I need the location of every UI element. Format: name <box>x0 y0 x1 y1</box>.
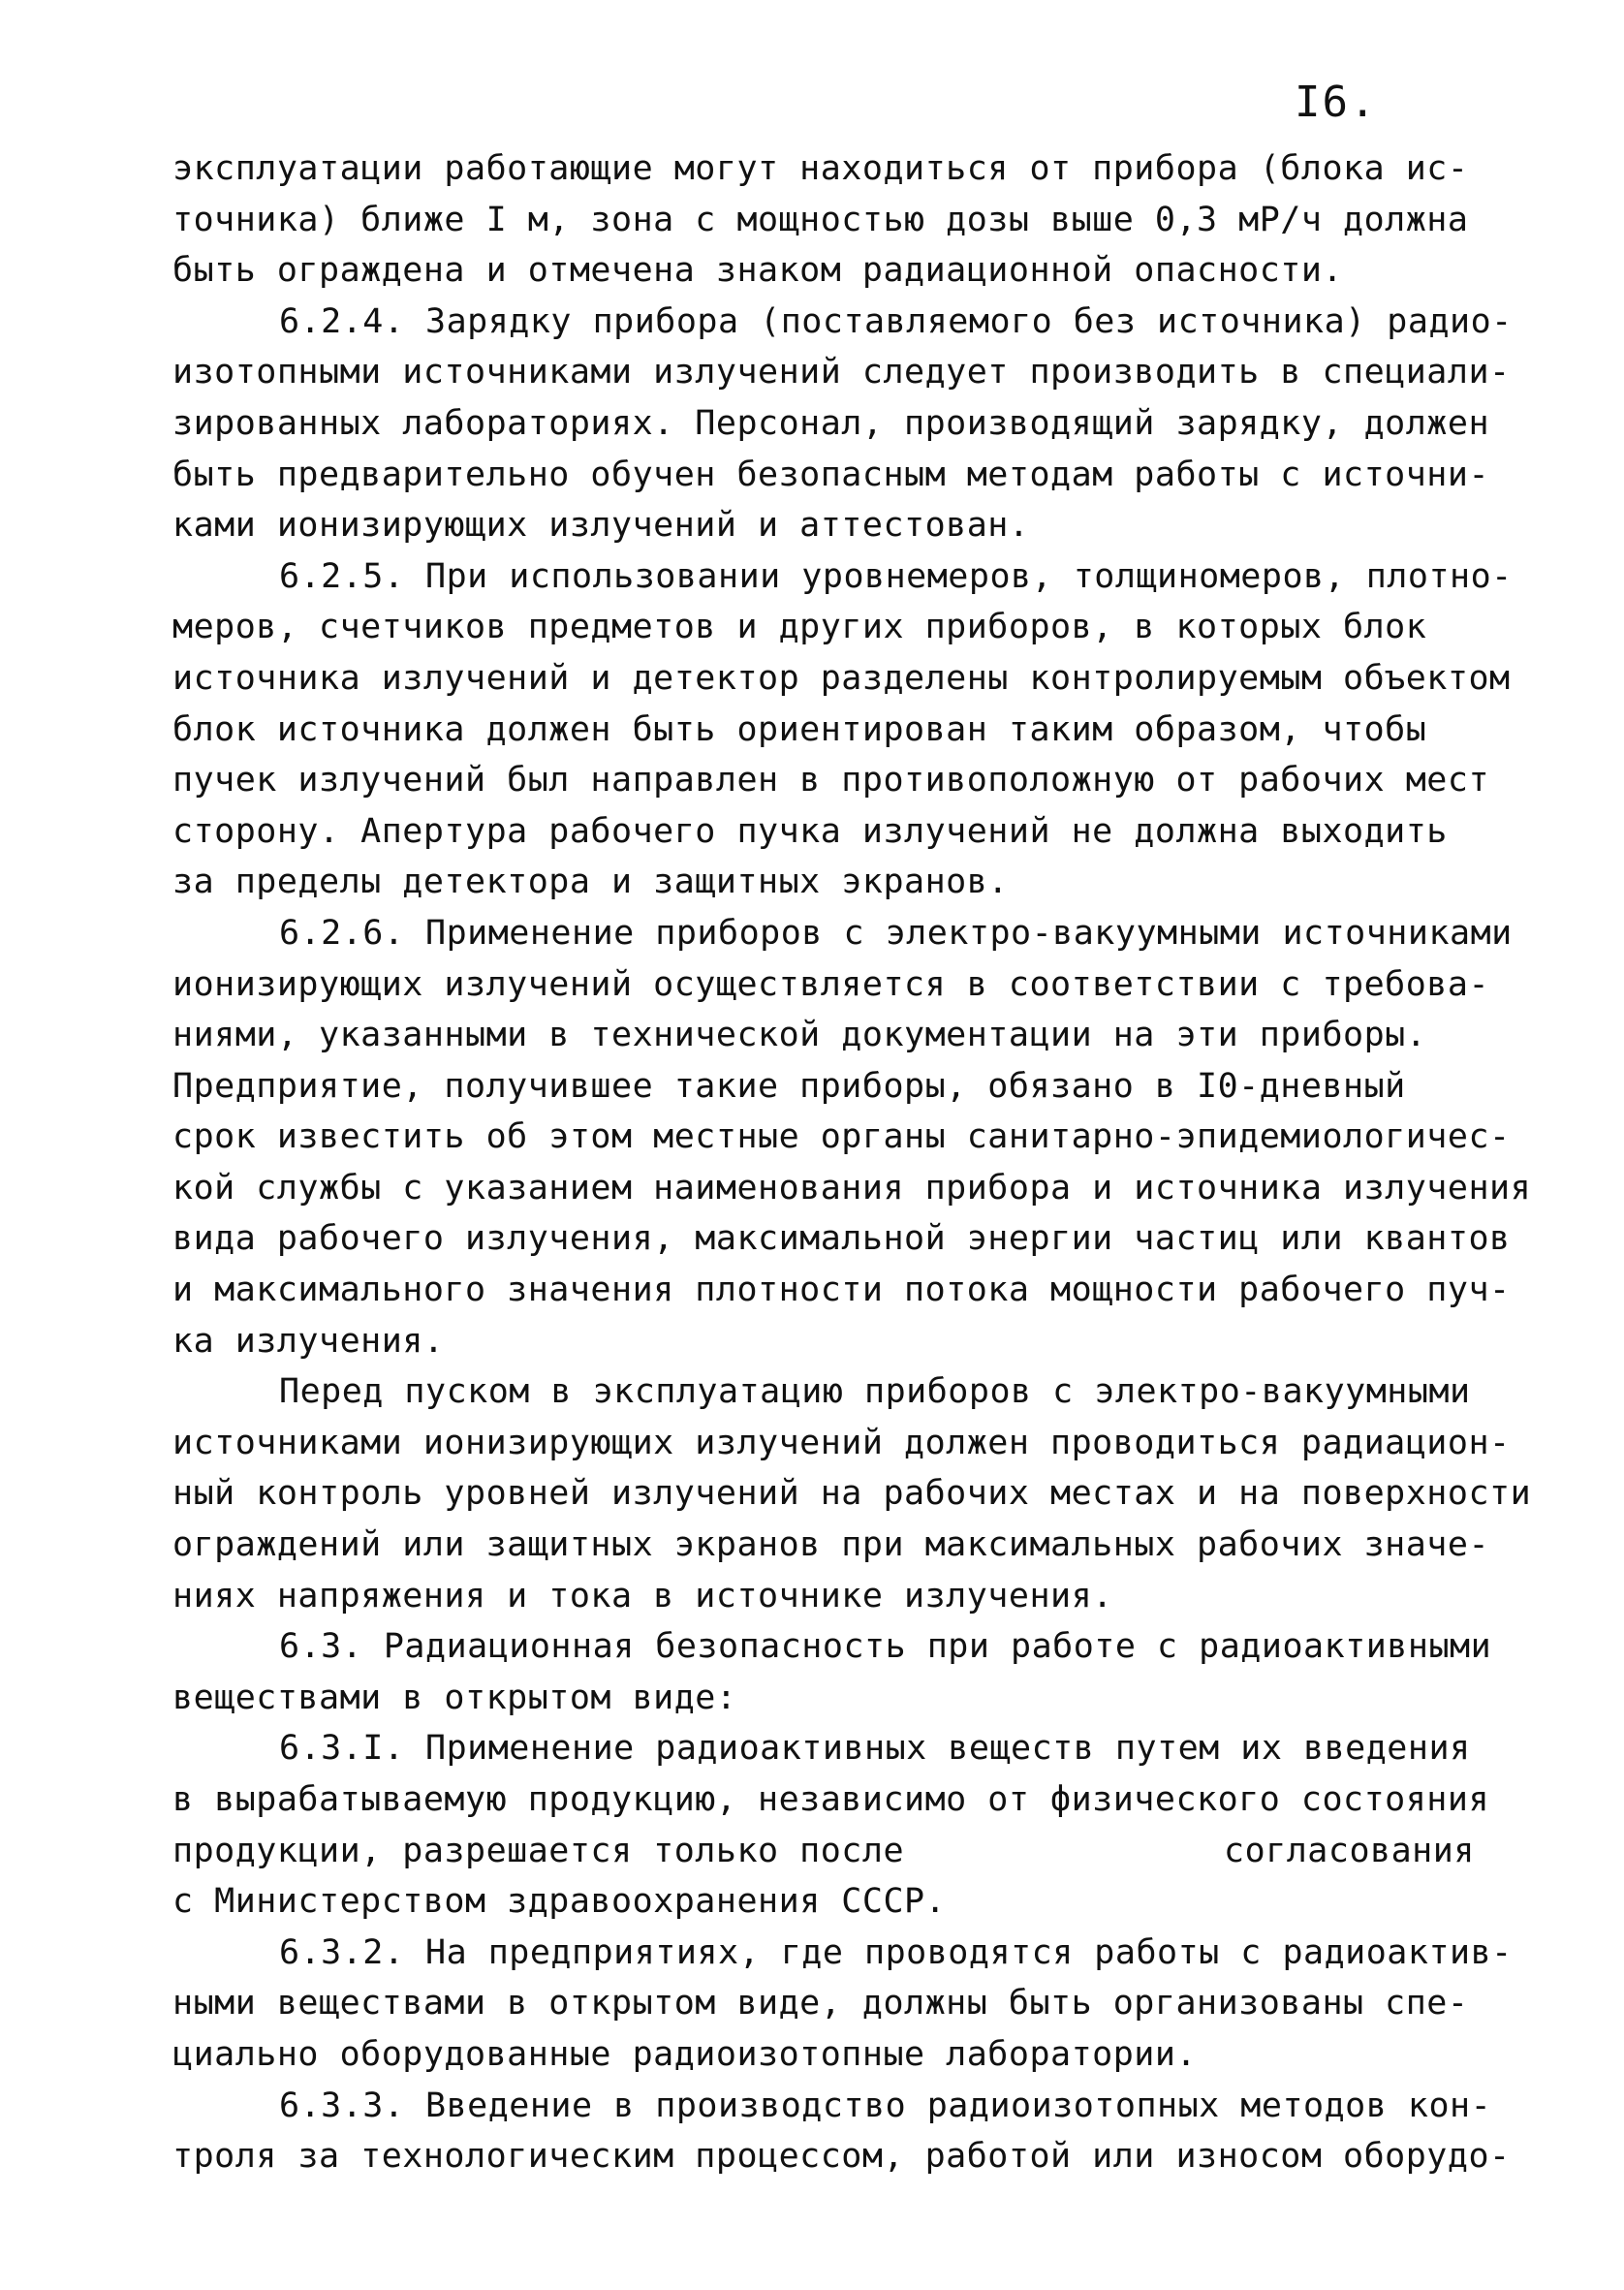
text-line: в вырабатываемую продукцию, независимо от физического состояния <box>172 1780 1490 1819</box>
text-line: за пределы детектора и защитных экранов. <box>172 863 1009 902</box>
paragraph-6-2-5-start: 6.2.5. При использовании уровнемеров, толщиномеров, плотно- <box>279 556 1513 596</box>
text-line: сторону. Апертура рабочего пучка излучений не должна выходить <box>172 811 1448 851</box>
text-line: источника излучений и детектор разделены контролируемым объектом <box>172 658 1511 698</box>
text-line: ионизирующих излучений осуществляется в соответствии с требова- <box>172 964 1490 1004</box>
text-line: ограждений или защитных экранов при максимальных рабочих значе- <box>172 1525 1490 1565</box>
paragraph-6-2-4-start: 6.2.4. Зарядку прибора (поставляемого без источника) радио- <box>279 301 1513 341</box>
text-line: кой службы с указанием наименования прибора и источника излучения <box>172 1168 1532 1208</box>
text-line: ка излучения. <box>172 1321 445 1361</box>
paragraph-6-3-3-start: 6.3.3. Введение в производство радиоизотопных методов кон- <box>279 2086 1492 2125</box>
paragraph-6-3-2-start: 6.3.2. На предприятиях, где проводятся работы с радиоактив- <box>279 1932 1513 1972</box>
text-line: зированных лабораториях. Персонал, производящий зарядку, должен <box>172 403 1490 443</box>
paragraph-pre-launch-start: Перед пуском в эксплуатацию приборов с электро-вакуумными <box>279 1372 1471 1412</box>
document-body <box>172 143 1532 2182</box>
text-line: Предприятие, получившее такие приборы, обязано в I0-дневный <box>172 1066 1406 1106</box>
paragraph-6-3-1-start: 6.3.I. Применение радиоактивных веществ путем их введения <box>279 1729 1471 1769</box>
text-line: троля за технологическим процессом, работой или износом оборудо- <box>172 2137 1511 2177</box>
text-line: срок известить об этом местные органы санитарно-эпидемиологичес- <box>172 1117 1511 1157</box>
text-line: блок источника должен быть ориентирован таким образом, чтобы <box>172 709 1427 749</box>
text-line: точника) ближе I м, зона с мощностью дозы выше 0,3 мР/ч должна <box>172 200 1469 239</box>
text-line: и максимального значения плотности потока мощности рабочего пуч- <box>172 1270 1511 1310</box>
text-line: с Министерством здравоохранения СССР. <box>172 1882 947 1922</box>
text-line: источниками ионизирующих излучений должен проводиться радиацион- <box>172 1423 1511 1462</box>
text-line: ными веществами в открытом виде, должны быть организованы спе- <box>172 1984 1469 2023</box>
text-line: циально оборудованные радиоизотопные лаборатории. <box>172 2034 1198 2074</box>
text-line: эксплуатации работающие могут находиться от прибора (блока ис- <box>172 149 1469 188</box>
text-line: быть ограждена и отмечена знаком радиационной опасности. <box>172 251 1344 291</box>
section-6-3-heading: 6.3. Радиационная безопасность при работе с радиоактивными <box>279 1627 1492 1667</box>
paragraph-6-2-6-start: 6.2.6. Применение приборов с электро-вакуумными источниками <box>279 913 1513 953</box>
text-line: ниями, указанными в технической документации на эти приборы. <box>172 1016 1427 1055</box>
text-line: веществами в открытом виде: <box>172 1678 737 1717</box>
text-line: ками ионизирующих излучений и аттестован. <box>172 506 1030 546</box>
text-segment: продукции, разрешается только после <box>172 1831 905 1870</box>
text-line: вида рабочего излучения, максимальной энергии частиц или квантов <box>172 1219 1511 1259</box>
text-line: изотопными источниками излучений следует производить в специали- <box>172 353 1511 392</box>
page-number: I6. <box>1295 78 1378 127</box>
text-line-with-gap <box>172 1826 1529 1877</box>
text-line: меров, счетчиков предметов и других приборов, в которых блок <box>172 608 1427 647</box>
text-line: быть предварительно обучен безопасным методам работы с источни- <box>172 455 1490 494</box>
text-line: ниях напряжения и тока в источнике излучения. <box>172 1576 1113 1616</box>
text-segment: согласования <box>1224 1831 1475 1870</box>
text-line: ный контроль уровней излучений на рабочих местах и на поверхности <box>172 1474 1532 1514</box>
text-line: пучек излучений был направлен в противоположную от рабочих мест <box>172 761 1490 800</box>
